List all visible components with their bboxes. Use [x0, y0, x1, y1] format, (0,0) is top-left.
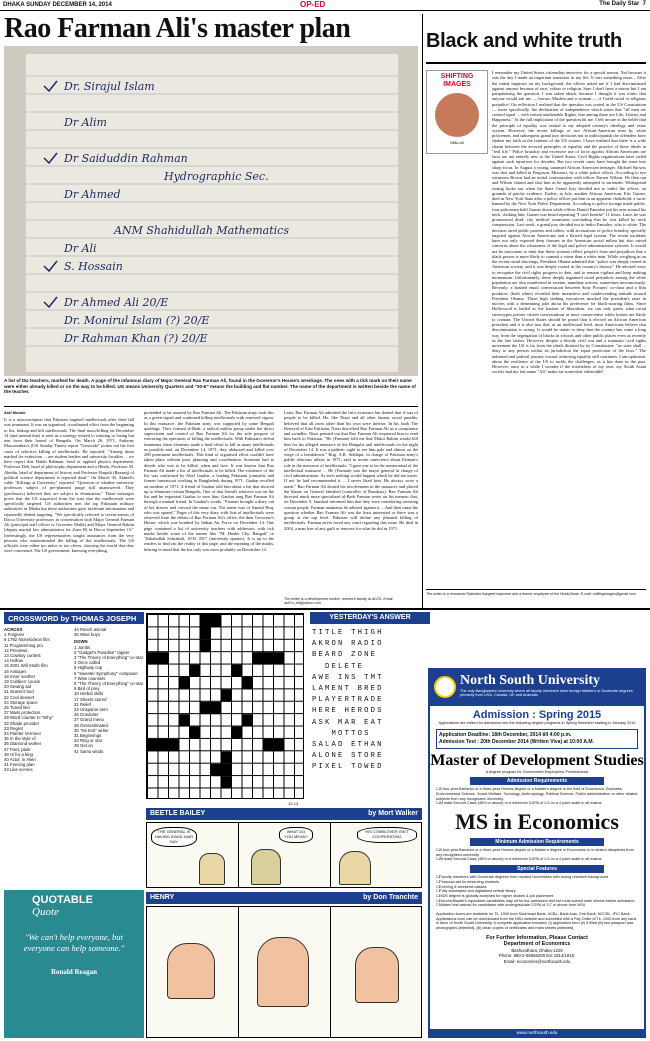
answer-row: ASK MAR EAT: [312, 718, 384, 727]
article-col-1: It is a misconception that Pakistan targeted intellectuals after their fall was imminent. It was an organised, coordinated effort from the beginning to list, kidnap and kill intellectuals. The final mass-killing on December 14 (and around that) is seen as a strategy related to winning or losing but one from their hatred of Bengalis. On March 26, 1971, Anthony Mascarenhas's (UK Sunday Times) report "Genocide" points out the first cases of selective killing of intellectuals. He reported: "Among those marked for extinction ... are student leaders and university faculties ... we have report that Habib Rahman, head of applied physics department, Professor Deb, head of philosophy department and a Hindu, Professor M. Abedin, head of department of history and Professor Raquib (Razzaq) of political science department is reported dead." On March 30, Ahmed's cable "Killings at University" reported: "Question of whether university professors subject of pre-planned purge still unanswered. They (professors) believed they are subject to elimination." These messages prove that the US suspected from the start that the intellectuals were specifically targeted. US authorities met the top Pakistani military authorities in Dhaka but these authorities gave irrelevant information and repeatedly denied targeting. "We specifically referred to recent arrests of Dacca University professors in conversation with Major General Farman Ali (principal staff officer to Governor Malik) and Major General Rahim (deputy martial law administrator for Zone B) in Dacca September 13." Interestingly, the US representatives sought assurances from the very persons who masterminded the killing of the intellectuals. The US officials were either too naive or too clever, showing the world that they were concerned. The US government, knowing everything,: [4, 417, 134, 554]
black-square: [222, 764, 233, 776]
clue: 34 Painter Vermeer: [4, 731, 42, 737]
masthead: [0, 0, 650, 10]
clue: 40 Actor, in Alien: [4, 757, 36, 763]
black-square: [201, 615, 212, 627]
comic-character: [199, 853, 225, 885]
ad-admission: Admission : Spring 2015: [472, 709, 602, 721]
black-square: [222, 689, 233, 701]
henry-strip: [146, 906, 422, 1038]
black-square: [201, 627, 212, 639]
black-square: [159, 652, 170, 664]
bw-col-body: [426, 156, 646, 586]
column-divider: [422, 14, 423, 608]
clue: 12 Previews: [4, 647, 28, 653]
comic-character: [167, 943, 215, 999]
clue: 24 Storage space: [4, 699, 38, 705]
masthead-paper: The Daily Star 7: [599, 1, 646, 7]
quotable-quote-box: [4, 890, 144, 1038]
comic-panel: [331, 823, 423, 887]
black-square: [243, 714, 254, 726]
diary-line: ANM Shahidullah Mathematics: [114, 224, 289, 237]
ad-req-label: Admission Requirements: [470, 777, 604, 785]
clue: 19 Cubbies' cousin: [4, 679, 41, 685]
clue: 32 Shade provider: [4, 720, 40, 726]
clue: 17 Sheets stored: [74, 696, 107, 702]
diary-line: Dr. Sirajul Islam: [64, 80, 155, 93]
comic-panel: [239, 907, 331, 1037]
answer-row: AKRON RADIO: [312, 640, 384, 649]
ad-req2-label: Minimum Admission Requirements: [470, 838, 604, 846]
section-label: OP-ED: [300, 0, 326, 9]
nsu-advertisement: [428, 668, 646, 1038]
down-clues: [74, 627, 144, 889]
clue: 21 Guess's bed: [4, 689, 34, 695]
ad-req-list: ☐ A four-year Bachelor or a three-year Honors degree or a Master's degree in the field of Economics, Business, Environmental Science, Social Welfare, Sociology, Anthropology, Political Science, Public administration or other related subjects from any recognized University. ☐ At least Second Class (45% or above) or a minimum CGPA of 2.5 on a 4 point scale in all exams.: [436, 787, 638, 806]
comic-panel: [239, 823, 331, 887]
ad-program-2: MS in Economics: [455, 809, 619, 834]
crossword-grid[interactable]: [146, 613, 304, 799]
black-square: [211, 764, 222, 776]
comic-character: [257, 937, 309, 1007]
clue: 44 Ranch animal: [74, 627, 107, 632]
clue: 31 Beginnings: [74, 733, 102, 739]
speech-bubble: THE GENERAL IS HAVING A BAD HAIR DAY: [151, 827, 197, 847]
answer-row: BEARD ZONE: [312, 651, 384, 660]
comic-character: [355, 947, 399, 1003]
black-square: [232, 665, 243, 677]
clue: 43 Like scenes: [4, 767, 33, 773]
comic-character: [251, 849, 281, 885]
answer-row: PLAYERTRADE: [312, 696, 384, 705]
clue: 1 Forgiven: [4, 632, 25, 638]
black-square: [201, 640, 212, 652]
ad-tagline: The only Bangladeshi university where all faculty members have foreign Master's or Doctorate degrees primarily from USA, Canada, UK and Australia: [460, 689, 633, 698]
black-square: [253, 652, 264, 664]
answer-row: LAMENT BRED: [312, 684, 384, 693]
clue: 1 Jumbs: [74, 644, 91, 650]
clue: 14 Hollow: [4, 658, 23, 664]
clue: 7 Wise counsels: [74, 675, 106, 681]
column-title-rule: [426, 62, 646, 64]
author-note: The writer is a development worker, research faculty at ALDS. Email: asif.m_bd@yahoo.com: [284, 597, 394, 606]
clue: 6 "Sweeter Symphony" composer: [74, 670, 138, 676]
ad-apply-note: Application forms are available for Tk. 1000 from Southeast Bank, UCBL, Bank Asia, One Bank, NCCBL, IFIC Bank. Applications form can be downloaded from the NSU website and submitted with a Pay Order of Tk. 1000 from any bank in favor of North South University. A complete application includes: (i) application form (ii) 3 filled (iii) two passport size photographs (attested), (iii) clean copies of certificates and mark sheets (attested).: [436, 912, 637, 931]
black-square: [159, 739, 170, 751]
black-square: [232, 727, 243, 739]
comic-character: [339, 851, 371, 885]
ad-features-list: ☐ Faculty members with Doctorate degrees from reputed Universities with strong research background ☐ Financial aid for deserving students ☐ Evening & weekend classes ☐ Fully automated and digitalized central library ☐ MDS degree is globally accepted for higher studies & job placement ☐ Honors/Master's equivalent candidates may sit for the admission test but must submit mark sheets before admission ☐ Written test waived for candidates with undergraduate CGPA of 3.7 or above from NSU: [436, 875, 638, 908]
photo-caption: A list of DU teachers, marked for death. A page of the infamous diary of Major General Rao Farman Ali, found in the Governor's House's wreckage. The ones with a tick mark on their name were either already killed or on the way to be killed. UG means University Quarters and "30-E" means the building and flat number. The name of the department is written beside the name of the teacher.: [4, 378, 416, 395]
article-col-2: pretended to be assured by Rao Farman Ali. The Pakistan army took this as a green signal and continued killing intellectuals with renewed vigour. In this massacre, the Pakistan army was supported by some Bengali quislings. They formed al-Badr, a radical militia group under the direct supervision and control of Rao Farman Ali for the sole purpose of executing the operation of killing the intellectuals. With Pakistan's defeat imminent, these elements made a final effort to kill as many intellectuals as possible and, on December 14, 1971, they abducted and killed over 200 prominent intellectuals. This kind of organised effort couldn't have taken place without prior planning and coordination. Someone had to decide who was to be killed, when and how. It was known that Rao Farman Ali made a list of intellectuals to be killed. The existence of the list was confirmed by Altaf Gauhar, a leading Pakistani journalist and former bureaucrat working in Bangladesh during 1971. Gauhar recalled an incident of 1971. A friend of Gauhar told him about a list that showed up to eliminate certain Bengalis. One of that friend's relatives was on the list and he requested Gauhar to save him. Gauhar rang Rao Farman Ali through a mutual friend. In Gauhar's words, "Farman brought a diary out of his drawer and crossed the name out. The name was of Sanaul Huq, who was spared." Pages of this very diary with lists of intellectuals were retrieved from the debris of Rao Farman Ali's office, the then Governor's House, which was bombed by Indian Air Force on December 14. One page contained a list of university teachers with addresses, with tick marks beside some of the names like "M. Haider Chy. Bangali" or "Sahabullah Sohrabali, 10-D, DU" (university quarter). It is up to the readers to find out the reality of this page, and the meaning of the marks, bearing in mind that the list only was most probably on December 14.: [144, 410, 274, 552]
clue: 39 Get on: [74, 743, 93, 749]
black-square: [222, 751, 233, 763]
clue: 29 Word counter to "Why": [4, 715, 54, 721]
black-square: [148, 739, 159, 751]
yesterday-title: YESTERDAY'S ANSWER: [310, 612, 430, 624]
diary-line: Dr Ahmed: [64, 188, 121, 201]
answer-row: MOTTOS: [312, 729, 384, 738]
clue: 13 Cowboy contest: [4, 653, 41, 659]
badge-title: SHIFTING IMAGES: [440, 73, 474, 88]
clue: 27 Mass protection: [4, 710, 41, 716]
black-square: [274, 739, 285, 751]
clue: 8 "The Theory of Everything" co-star: [74, 681, 144, 687]
across-clues: [4, 627, 72, 889]
article-col-3: Later, Rao Farman Ali admitted the list's existence but denied that it was of people to be killed. He, like Niazi and all other fanatic racial pundits, believed that all races other than his own were inferior. In his book The Betrayal of East Pakistan, Niazi described Rao Farman Ali as a conspirator and swindler. Niazi pointed out that Rao Farman Ali requested him to send him back to Pakistan. "He (Farman) told me that Mukti Bahini would kill him for his alleged massacre of the Bengalis and intellectuals on the night of December 14. It was a pathetic sight to see him pale and almost on the verge of a breakdown." Brig. A.R. Siddiqui, in charge of Pakistan army's public relations affairs in 1971, said in recent interviews about Farman's role in the massacre of intellectuals: "I gave one to be the mastermind of the intellectual massacre ... He (Farman) was the major general in charge of civil administration. As such nothing would happen which he did not know. If not he had recommended it ... I never liked him. He always wore a mask." Rao Farman Ali denied his involvement in the massacre and placed the blame on General Jamshed (controller of Razakars). Rao Farman Ali directed much more specialised al-Badr Farman wrote on his memoir that, on December 9, Jamshed informed him that they were considering arresting certain people. Farman maintains he advised against it. ...And then came the question whether Rao Farman Ali was the least interested or there was a group at the top level. Pakistan will define any planned killing of intellectuals. Farman never faced any court regarding this issue. He died in 2004, a man free of any guilt or remorse for what he did in 1971.: [284, 410, 418, 531]
diary-line: Dr Saiduddin Rahman: [64, 152, 188, 165]
answer-row: TITLE THIGH: [312, 629, 384, 637]
across-more-list: [74, 627, 144, 637]
clue: 10 Herbal skills: [74, 691, 104, 697]
clue: 38 Hi for a king: [4, 751, 33, 757]
crossword-title: CROSSWORD by THOMAS JOSEPH: [4, 612, 144, 624]
black-square: [243, 677, 254, 689]
bw-note: The writer is a renowned Rabindra Sangeet exponent and a former employee of the World Bank. E-mail: shiftingimages@gmail.com: [426, 592, 636, 596]
ad-features-label: Special Features: [470, 865, 604, 873]
black-square: [180, 677, 191, 689]
comic-panel: [331, 907, 423, 1037]
diary-line: Dr Rahman Khan (?) 20/E: [64, 332, 208, 345]
black-square: [274, 652, 285, 664]
black-square: [264, 739, 275, 751]
section-rule: [0, 608, 650, 610]
badge-author: Milia Ali: [450, 140, 464, 145]
answer-row: ALONE STORE: [312, 752, 384, 761]
clue: 18 Inner soother: [4, 673, 36, 679]
black-square: [169, 739, 180, 751]
clue: 11 Programming pro: [4, 642, 43, 648]
clue: 36 Diamond worker: [4, 741, 42, 747]
down-label: DOWN: [74, 639, 88, 645]
clue: 28 Overestimated: [74, 722, 108, 728]
clue: 22 Cool dessert: [4, 694, 35, 700]
black-square: [190, 665, 201, 677]
bw-note-rule: [426, 589, 646, 590]
quote-text: "We can't help everyone, but everyone can help someone.": [23, 932, 125, 953]
author-portrait: [435, 93, 479, 137]
ad-program-1-sub: A degree program for Government Employees/ Professionals: [485, 769, 589, 774]
quote-author: Ronald Reagan: [50, 968, 98, 976]
black-square: [148, 652, 159, 664]
henry-title: HENRY by Don Tranchte: [146, 892, 422, 904]
yesterday-answer-grid: [312, 628, 430, 773]
diary-line: Dr Alim: [64, 116, 107, 129]
caption-rule: [4, 406, 418, 407]
diary-page-image: [4, 46, 418, 376]
nsu-logo: [434, 676, 456, 698]
answer-row: PIXEL TOWED: [312, 763, 384, 772]
clue: 15 2001 Will Smith film: [4, 663, 48, 669]
beetle-bailey-strip: [146, 822, 422, 888]
answer-row: HERE HERODS: [312, 707, 384, 716]
clue: 33 Ring or star: [74, 738, 103, 744]
ad-req2-list: ☐ A four-year Bachelor or a three-year Honors degree or a Master's degree in Economics or in related disciplines from any recognized university. ☐ At least Second Class (45% or above) or a minimum CGPA of 2.5 on a 4 point scale in all exams.: [436, 848, 638, 862]
clue: 41 Samo winds: [74, 748, 104, 754]
clue: 27 Grand menu: [74, 717, 104, 723]
clue: 6 1792 Nickelodeon film: [4, 637, 50, 643]
comic-panel: [147, 907, 239, 1037]
clue: 3 "The Theory of Everything" co-star: [74, 655, 144, 661]
across-label: ACROSS: [4, 627, 23, 632]
speech-bubble: WHAT DO YOU MEAN?: [279, 827, 313, 843]
answer-row: SALAD ETHAN: [312, 740, 384, 749]
speech-bubble: HIS COMB-OVER ISN'T COOPERATING: [357, 827, 417, 843]
clue: 26 Gondolier: [74, 712, 99, 718]
black-square: [201, 702, 212, 714]
black-square: [222, 776, 233, 788]
clue: 23 Unsparse item: [74, 707, 108, 713]
diary-line: S. Hossain: [64, 260, 123, 273]
comic-panel: [147, 823, 239, 887]
clue: 21 Relief: [74, 701, 91, 707]
masthead-rule: [0, 10, 650, 11]
masthead-date: DHAKA SUNDAY DECEMBER 14, 2014: [3, 2, 112, 8]
answer-row: DELETE: [312, 662, 384, 671]
clue: 33 Regret: [4, 725, 23, 731]
ad-header: [430, 670, 644, 706]
clue: 25 Tuned liter: [4, 705, 31, 711]
diary-line: Dr. Monirul Islam (?) 20/E: [64, 314, 210, 327]
beetle-bailey-title: BEETLE BAILEY by Mort Walker: [146, 808, 422, 820]
article-headline: Rao Farman Ali's master plan: [4, 13, 351, 44]
ad-contact: For Further Information, Please Contact Department of Economics Bashundhara, Dhaka-1229 Phone: 880-2-55668200 Ext 1814/1815; Email: economics@northsouth.edu: [486, 934, 588, 964]
answer-row: AWE INS TMT: [312, 673, 384, 682]
column-title: Black and white truth: [426, 30, 622, 52]
clue: 41 Fencing plan: [4, 762, 35, 768]
ad-university-name: North South University: [460, 673, 601, 688]
crossword-black-squares: [147, 614, 303, 798]
clue: 5 Highway cop: [74, 665, 103, 671]
diary-photo: [4, 46, 418, 376]
black-square: [180, 714, 191, 726]
diary-line: Dr Ali: [64, 242, 97, 255]
clue: 35 In the style of: [4, 736, 36, 742]
ad-invite: Applications are invited for admission into the following degree programs in Spring Semester starting in January 2015: [438, 721, 636, 725]
black-square: [264, 652, 275, 664]
ad-program-1: Master of Development Studies: [430, 751, 644, 769]
quote-title: QUOTABLE Quote: [32, 894, 93, 918]
clue: 20 Sewing aid: [4, 684, 31, 690]
article-author: Asif Munier: [4, 410, 26, 415]
ad-website[interactable]: www.northsouth.edu: [430, 1029, 644, 1036]
clue: 45 Wine buys: [74, 632, 101, 638]
diary-line: Dr Ahmed Ali 20/E: [64, 296, 169, 309]
black-square: [211, 702, 222, 714]
clue: 16 Antiques: [4, 668, 27, 674]
shifting-images-badge: [426, 70, 488, 154]
across-list: [4, 632, 72, 772]
clue: 30 "No Exit" writer: [74, 727, 109, 733]
black-square: [190, 727, 201, 739]
clue: 9 Bird of prey: [74, 686, 100, 692]
down-list: [74, 645, 144, 754]
diary-line: Hydrographic Sec.: [164, 170, 269, 183]
clue: 2 "Gadget's Paradise" rapper: [74, 649, 130, 655]
ad-dates: Application Deadline: 18th December, 2014 till 4:00 p.m. Admission Test : 20th December 2014 (Written Viva) at 10:00 A.M.: [436, 729, 638, 749]
clue: 37 Poet, plain: [4, 746, 31, 752]
black-square: [211, 615, 222, 627]
grid-number: 12-13: [288, 801, 299, 806]
bw-col-top: I remember my United States citizenship interview for a special reason. Not because it was the day I made an important transition in my life. It was something more... After the initial inquiries on my background, the officer asked me if I had discriminated against anyone because of race, colour or religion. Sure I don't have a mirror but I am paraphrasing the question. I was taken aback, because I thought it was ironic that anyone would ask me — brown, Muslim and a woman — if I held racial or religious prejudice! On reflection I realised that the question was rooted in the US Constitution — more specifically, the declaration of independence which states that "all men are created equal ... with certain unalienable Rights, that among these are Life, Liberty and Happiness." At the full implication of the question hit me. I felt secure in the belief that the principle of equality was central to my adopted country's ideology and value system. However, the recent killings of two African-American men by white policemen, and subsequent grand jury decisions not to indict/punish the offenders have shaken my faith in the fairness of the US system. I have realised that there is a wide chasm between the avowed principles of equality and the practice of these ideals in "real life." Police brutality and excessive use of force against African Americans are facts are not entirely new to the United States. Civil Rights organisations have railed against such injustices for decades. But two recent cases have brought the issue into sharp focus. In August a young, unarmed African American teenager, Michael Brown, was shot and killed in Ferguson, Missouri, by a white police officer. According to eye witnesses Brown had an initial confrontation with officer Darren Wilson. He then ran and Wilson chased and shot him as he apparently attempted to surrender. Widespread rioting broke out when the State Grand Jury decided not to indict the officer, on grounds of patchy evidence. Earlier, in July, another African American, Eric Garner, died in New York State after a police officer put him in an apparent chokehold: a tactic banned by the New York Police Department. According to police footage made public, four policemen held Garner down while officer Daniel Pantaleo put his arm around his neck, choking him. Garner was heard repeating "I can't breathe" 11 times. Later, he was pronounced dead, city medical examiners concluding that he was killed by neck compression. Last week, a grand jury decided not to indict Pantaleo, who is white. The decision aired public protests and rallies, with accusations of police brutality specially targeted against African Americans and a flawed legal system. The recent incidents have not only exposed deep fissures in the American social milieu but also raised concerns about the robustness of the legal and police administration systems. It would not be inaccurate to infer that these systems reflect people's fears and prejudices that a black person is more likely to commit a crime than a white man. While weighing in on the recent racial shootings, President Obama admitted that "police was deeply rooted in American society, and it was deeply rooted in the country's history." He advised ways to recognise the civil rights progress to date, and to remain vigilant and keep making momentum. Unfortunately, these deeply ingrained racial prejudices among the white population are also manifested in routine, mundane actions, sometimes unconsciously. Recently, a hushed email conversation between Sony Pictures' co-chair and a film producer, (both white) revealed their insensitive and condescending attitude toward President Obama. These high ranking executives mocked the president's taste in movies with a demeaning joke about his preference for black-starring films. Since Hollywood is hailed as the bastion of liberalism, we can only guess what racial stereotypes private citizen conversations at more conservative white homes are likely to contain. The United States should be proud that it elected an African American president and it is also true that, at an intellectual level, most Americans believe that discrimination is wrong. It would be unfair to deny that the country has come a long way from the segregation of blacks in schools and other public places even as recently as the late sixties. However, despite a bloody civil war and a traumatic civil rights movement the US is far from the ideals dictated by its Constitution: "no state shall ... deny to any person within its jurisdiction the equal protection of the laws." The unbiased and judicial journey toward achieving equality still continues. I am optimistic about the resilience of the US to tackle the challenges, as it has done in the past. However, once in a while I wonder if the forefathers of my own, my South Asian society and my last name "Ali" make me somewhat vulnerable!: [492, 70, 646, 375]
clue: 4 Once called: [74, 660, 101, 666]
